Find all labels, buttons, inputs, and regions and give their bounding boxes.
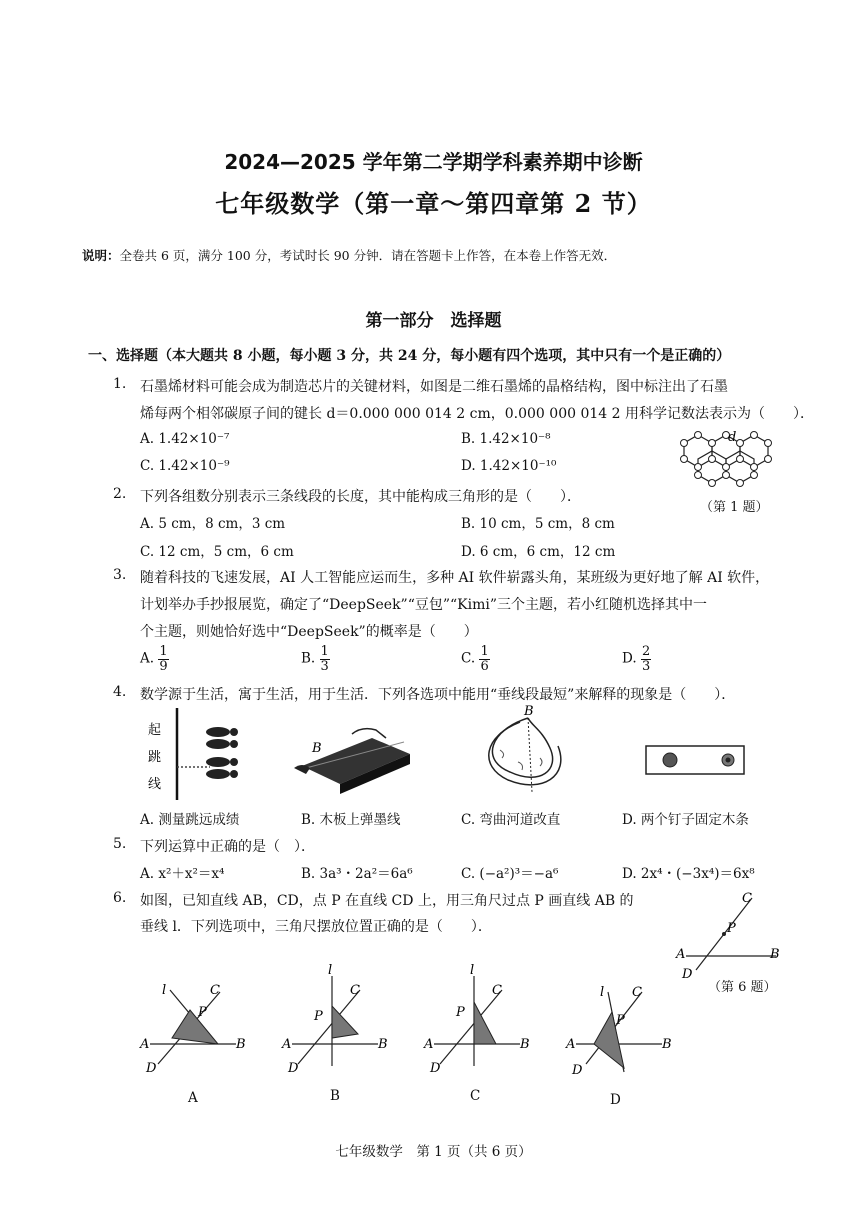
- river-b-label: B: [524, 704, 534, 719]
- instructions-text: 全卷共 6 页，满分 100 分，考试时长 90 分钟．请在答题卡上作答，在本卷上作答无效．: [119, 248, 617, 263]
- q4-figure-nails: [640, 742, 750, 778]
- q4-option-b: B. 木板上弹墨线: [301, 812, 401, 828]
- fig-d-d-label: D: [572, 1063, 583, 1078]
- q4-stem: 数学源于生活，寓于生活，用于生活．下列各选项中能用“垂线段最短”来解释的现象是（ ）．: [140, 687, 736, 703]
- part-heading: 第一部分 选择题: [365, 311, 502, 331]
- q6-option-d: D: [610, 1092, 621, 1108]
- q4-option-d: D. 两个钉子固定木条: [622, 812, 749, 828]
- q3-option-a: [140, 645, 169, 673]
- jump-line-char-2: 跳: [148, 750, 162, 765]
- q5-stem: 下列运算中正确的是（ ）．: [140, 839, 315, 855]
- fraction-denominator: 9: [159, 658, 168, 674]
- ref-d-label: D: [682, 967, 693, 982]
- q2-number: 2.: [113, 486, 127, 502]
- q3-option-d-fraction: [641, 645, 651, 673]
- fig-c-p-label: P: [456, 1005, 465, 1020]
- fig-b-p-label: P: [314, 1009, 323, 1024]
- section-heading: 一、选择题（本大题共 8 小题，每小题 3 分，共 24 分，每小题有四个选项，其中只有一个是正确的）: [88, 348, 731, 364]
- page-footer: 七年级数学 第 1 页（共 6 页）: [335, 1144, 532, 1160]
- jump-line-char-3: 线: [148, 777, 162, 792]
- fig-b-a-label: A: [282, 1037, 292, 1052]
- q3-option-a-fraction: [158, 645, 168, 673]
- q3-option-c-label: C.: [461, 650, 476, 667]
- q6-option-b: B: [330, 1088, 340, 1104]
- jump-line-char-1: 起: [148, 723, 162, 738]
- fig-a-a-label: A: [140, 1037, 150, 1052]
- q4-option-c: C. 弯曲河道改直: [461, 812, 561, 828]
- q2-option-b: B. 10 cm，5 cm，8 cm: [461, 516, 615, 532]
- fig-c-c-label: C: [492, 983, 502, 998]
- fig-d-c-label: C: [632, 985, 642, 1000]
- fig-c-l-label: l: [470, 963, 475, 978]
- fraction-numerator: 1: [320, 644, 329, 659]
- fig-a-c-label: C: [210, 983, 220, 998]
- instructions-label: 说明：: [82, 248, 120, 263]
- fig-c-b-label: B: [520, 1037, 530, 1052]
- fig-b-d-label: D: [288, 1061, 299, 1076]
- fig-c-a-label: A: [424, 1037, 434, 1052]
- graphene-lattice-figure: [672, 425, 790, 487]
- q1-stem-line1: 石墨烯材料可能会成为制造芯片的关键材料，如图是二维石墨烯的晶格结构，图中标注出了石墨: [140, 379, 728, 395]
- q4-figure-river: [470, 700, 580, 802]
- q5-option-b: B. 3a³・2a²＝6a⁶: [301, 866, 413, 882]
- fig-a-b-label: B: [236, 1037, 246, 1052]
- q6-figure-a: [136, 980, 256, 1076]
- q1-figure-caption: （第 1 题）: [700, 500, 769, 515]
- q3-number: 3.: [113, 567, 127, 583]
- q2-option-a: A. 5 cm，8 cm，3 cm: [140, 516, 286, 532]
- q6-option-c: C: [470, 1088, 481, 1104]
- fraction-denominator: 3: [320, 658, 329, 674]
- q2-option-c: C. 12 cm，5 cm，6 cm: [140, 544, 294, 560]
- q3-stem-line1: 随着科技的飞速发展，AI 人工智能应运而生，多种 AI 软件崭露头角，某班级为更好地了解 AI 软件，: [140, 570, 770, 586]
- ink-line-b-label: B: [312, 741, 322, 756]
- fig-d-l-label: l: [600, 985, 605, 1000]
- q4-figure-long-jump: [140, 704, 250, 802]
- q1-stem-line2: 烯每两个相邻碳原子间的键长 d＝0.000 000 014 2 cm，0.000 000 014 2 用科学记数法表示为（ ）．: [140, 406, 814, 422]
- lattice-d-label: d: [728, 430, 737, 445]
- fig-c-d-label: D: [430, 1061, 441, 1076]
- ref-p-label: P: [727, 921, 736, 936]
- q5-number: 5.: [113, 836, 127, 852]
- q3-option-b-label: B.: [301, 650, 316, 667]
- q3-option-d: [622, 645, 651, 673]
- q5-option-d: D. 2x⁴・(−3x⁴)＝6x⁸: [622, 866, 755, 882]
- fig-d-p-label: P: [616, 1013, 625, 1028]
- q6-reference-figure: [672, 890, 792, 982]
- q5-option-c: C. (−a²)³＝−a⁶: [461, 866, 559, 882]
- fraction-numerator: 1: [480, 644, 489, 659]
- q3-stem-line2: 计划举办手抄报展览，确定了“DeepSeek”“豆包”“Kimi”三个主题，若小红随机选择其中一: [140, 597, 708, 613]
- ref-c-label: C: [742, 891, 752, 906]
- fig-b-l-label: l: [328, 963, 333, 978]
- q1-option-c: C. 1.42×10⁻⁹: [140, 458, 230, 474]
- exam-instructions: [82, 246, 616, 264]
- q4-figure-ink-line: [292, 716, 422, 796]
- q1-number: 1.: [113, 376, 127, 392]
- fig-b-c-label: C: [350, 983, 360, 998]
- q2-option-d: D. 6 cm，6 cm，12 cm: [461, 544, 616, 560]
- q3-option-b: [301, 645, 330, 673]
- q6-figure-d: [562, 982, 682, 1078]
- fig-d-b-label: B: [662, 1037, 672, 1052]
- q6-figure-b: [278, 962, 398, 1076]
- fraction-numerator: 1: [159, 644, 168, 659]
- q6-option-a: A: [188, 1090, 198, 1106]
- q3-option-d-label: D.: [622, 650, 637, 667]
- q1-option-b: B. 1.42×10⁻⁸: [461, 431, 551, 447]
- q6-stem-line1: 如图，已知直线 AB，CD，点 P 在直线 CD 上，用三角尺过点 P 画直线 AB 的: [140, 893, 634, 909]
- q6-number: 6.: [113, 890, 127, 906]
- q6-figure-caption: （第 6 题）: [708, 980, 777, 995]
- q4-option-a: A. 测量跳远成绩: [140, 812, 240, 828]
- q3-option-b-fraction: [320, 645, 330, 673]
- fraction-numerator: 2: [641, 644, 651, 659]
- q3-option-c: [461, 645, 490, 673]
- q1-option-d: D. 1.42×10⁻¹⁰: [461, 458, 557, 474]
- q6-figure-c: [420, 962, 540, 1076]
- fig-a-l-label: l: [162, 983, 167, 998]
- exam-title: 2024—2025 学年第二学期学科素养期中诊断: [224, 150, 643, 174]
- q3-option-c-fraction: [479, 645, 489, 673]
- ref-a-label: A: [676, 947, 686, 962]
- fig-a-p-label: P: [198, 1005, 207, 1020]
- fig-a-d-label: D: [146, 1061, 157, 1076]
- fig-b-b-label: B: [378, 1037, 388, 1052]
- fig-d-a-label: A: [566, 1037, 576, 1052]
- exam-subtitle: 七年级数学（第一章～第四章第 2 节）: [215, 189, 652, 218]
- q2-stem: 下列各组数分别表示三条线段的长度，其中能构成三角形的是（ ）．: [140, 489, 581, 505]
- fraction-denominator: 6: [480, 658, 489, 674]
- q5-option-a: A. x²＋x²＝x⁴: [140, 866, 225, 882]
- q6-stem-line2: 垂线 l．下列选项中，三角尺摆放位置正确的是（ ）．: [140, 919, 492, 935]
- fraction-denominator: 3: [641, 658, 651, 674]
- q3-option-a-label: A.: [140, 650, 155, 667]
- ref-b-label: B: [770, 947, 780, 962]
- q3-stem-line3: 个主题，则她恰好选中“DeepSeek”的概率是（ ）: [140, 624, 478, 640]
- q4-number: 4.: [113, 684, 127, 700]
- q1-option-a: A. 1.42×10⁻⁷: [140, 431, 230, 447]
